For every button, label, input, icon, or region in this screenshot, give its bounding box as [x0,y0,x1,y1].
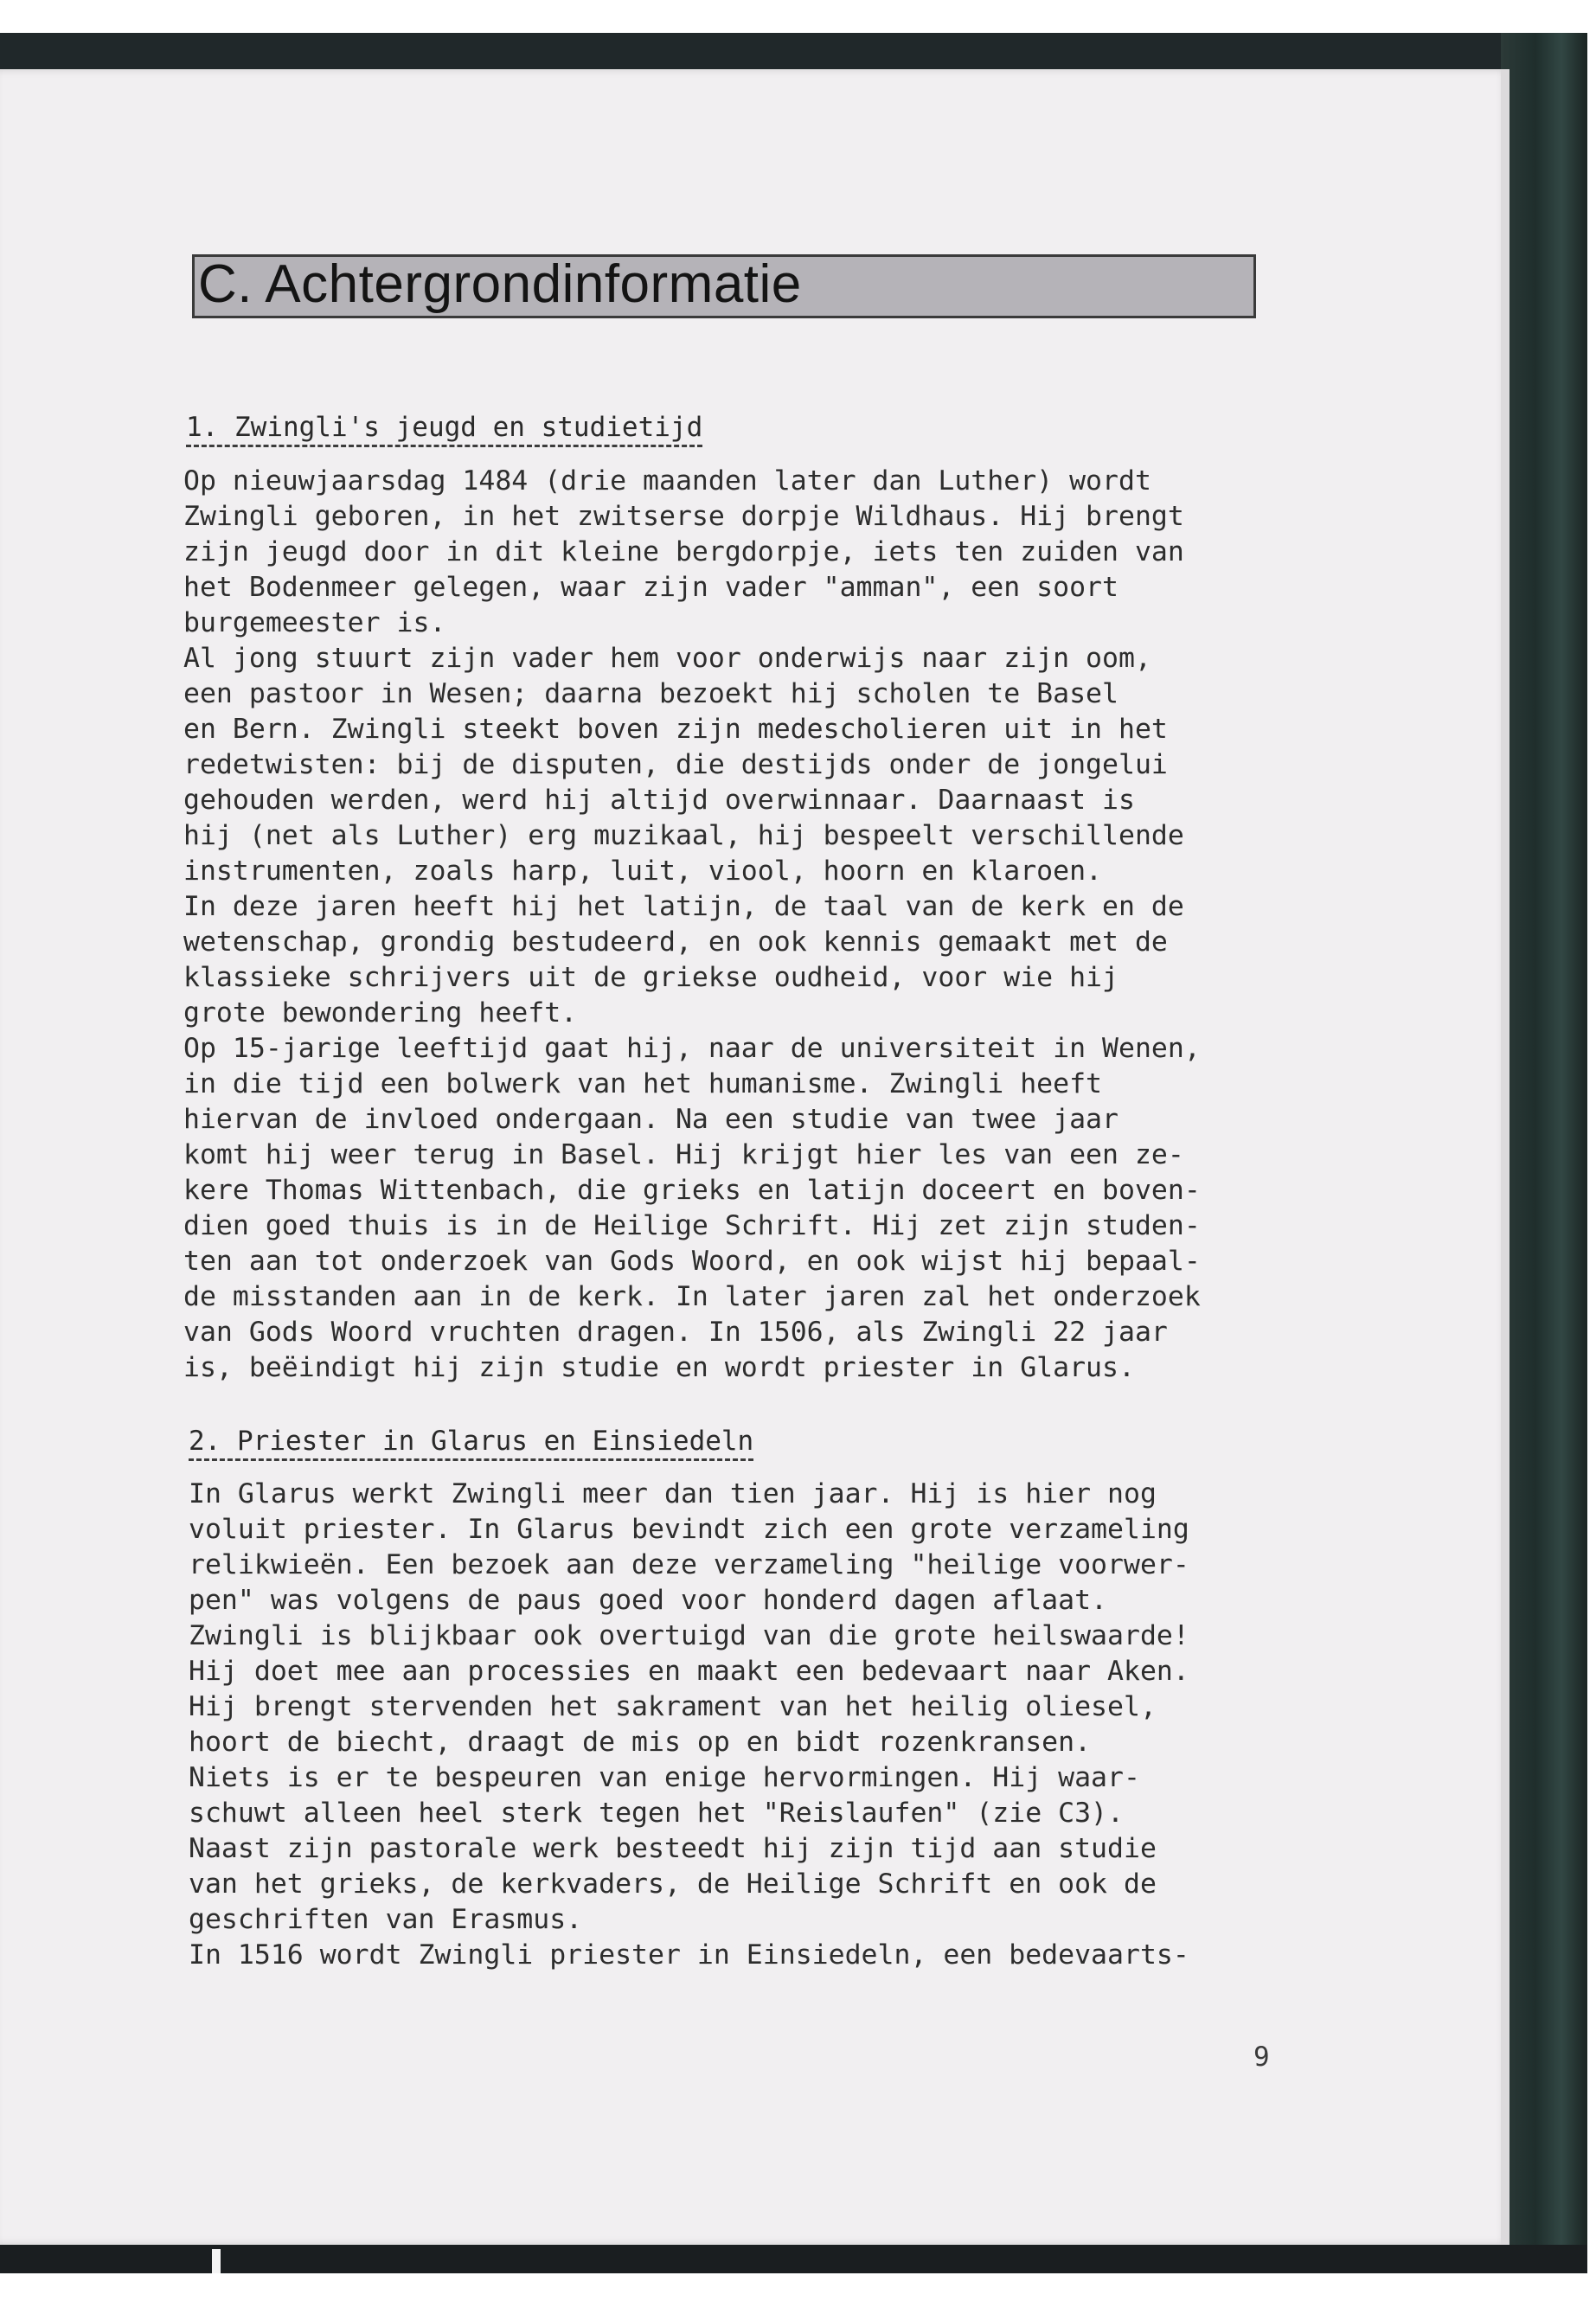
section-heading-2: 2. Priester in Glarus en Einsiedeln [189,1424,753,1461]
text-line: Op nieuwjaarsdag 1484 (drie maanden later dan Luther) wordt [183,465,1151,497]
text-line: burgemeester is. [183,607,446,638]
page-number: 9 [1253,2041,1270,2073]
text-line: hoort de biecht, draagt de mis op en bidt rozenkransen. [189,1727,1092,1758]
text-line: In deze jaren heeft hij het latijn, de taal van de kerk en de [183,891,1184,922]
text-line: klassieke schrijvers uit de griekse oudheid, voor wie hij [183,962,1118,993]
text-line: instrumenten, zoals harp, luit, viool, hoorn en klaroen. [183,856,1103,887]
text-line: ten aan tot onderzoek van Gods Woord, en ook wijst hij bepaal- [183,1246,1201,1277]
text-line: schuwt alleen heel sterk tegen het "Reislaufen" (zie C3). [189,1798,1124,1829]
text-line: een pastoor in Wesen; daarna bezoekt hij scholen te Basel [183,678,1118,709]
text-line: In Glarus werkt Zwingli meer dan tien jaar. Hij is hier nog [189,1478,1157,1509]
text-line: Hij brengt stervenden het sakrament van het heilig oliesel, [189,1691,1157,1722]
text-line: is, beëindigt hij zijn studie en wordt priester in Glarus. [183,1352,1135,1383]
section-heading-1: 1. Zwingli's jeugd en studietijd [186,410,702,447]
paragraph-block-1 [183,464,1201,1386]
text-line: wetenschap, grondig bestudeerd, en ook kennis gemaakt met de [183,926,1168,958]
section-title: C. Achtergrondinformatie [198,254,802,314]
text-line: komt hij weer terug in Basel. Hij krijgt hier les van een ze- [183,1139,1184,1170]
text-line: redetwisten: bij de disputen, die destijds onder de jongelui [183,749,1168,780]
section-header [192,254,1256,318]
text-line: Zwingli geboren, in het zwitserse dorpje Wildhaus. Hij brengt [183,501,1184,532]
text-line: geschriften van Erasmus. [189,1904,583,1935]
text-line: het Bodenmeer gelegen, waar zijn vader "amman", een soort [183,572,1118,603]
text-line: Niets is er te bespeuren van enige hervormingen. Hij waar- [189,1762,1140,1793]
text-line: kere Thomas Wittenbach, die grieks en latijn doceert en boven- [183,1175,1201,1206]
text-line: Hij doet mee aan processies en maakt een bedevaart naar Aken. [189,1656,1189,1687]
text-line: gehouden werden, werd hij altijd overwinnaar. Daarnaast is [183,785,1135,816]
text-line: Al jong stuurt zijn vader hem voor onderwijs naar zijn oom, [183,643,1151,674]
text-line: In 1516 wordt Zwingli priester in Einsiedeln, een bedevaarts- [189,1939,1189,1971]
text-line: grote bewondering heeft. [183,997,578,1029]
text-line: van het grieks, de kerkvaders, de Heilige Schrift en ook de [189,1868,1157,1900]
text-line: Zwingli is blijkbaar ook overtuigd van die grote heilswaarde! [189,1620,1189,1651]
text-line: zijn jeugd door in dit kleine bergdorpje, iets ten zuiden van [183,536,1184,567]
text-line: Op 15-jarige leeftijd gaat hij, naar de universiteit in Wenen, [183,1033,1201,1064]
text-line: pen" was volgens de paus goed voor honderd dagen aflaat. [189,1585,1108,1616]
text-line: de misstanden aan in de kerk. In later jaren zal het onderzoek [183,1281,1201,1312]
book-spine [1501,33,1587,2273]
text-line: voluit priester. In Glarus bevindt zich een grote verzameling [189,1514,1189,1545]
page-edge [1501,69,1509,2245]
bottom-mark [212,2249,221,2273]
bottom-strip [0,2245,1587,2273]
text-line: en Bern. Zwingli steekt boven zijn medescholieren uit in het [183,714,1168,745]
text-line: in die tijd een bolwerk van het humanisme. Zwingli heeft [183,1068,1103,1099]
text-line: van Gods Woord vruchten dragen. In 1506, als Zwingli 22 jaar [183,1317,1168,1348]
text-line: dien goed thuis is in de Heilige Schrift. Hij zet zijn studen- [183,1210,1201,1241]
text-line: relikwieën. Een bezoek aan deze verzameling "heilige voorwer- [189,1549,1189,1580]
text-line: Naast zijn pastorale werk besteedt hij zijn tijd aan studie [189,1833,1157,1864]
text-line: hij (net als Luther) erg muzikaal, hij bespeelt verschillende [183,820,1184,851]
text-line: hiervan de invloed ondergaan. Na een studie van twee jaar [183,1104,1118,1135]
paragraph-block-2 [189,1477,1189,1973]
